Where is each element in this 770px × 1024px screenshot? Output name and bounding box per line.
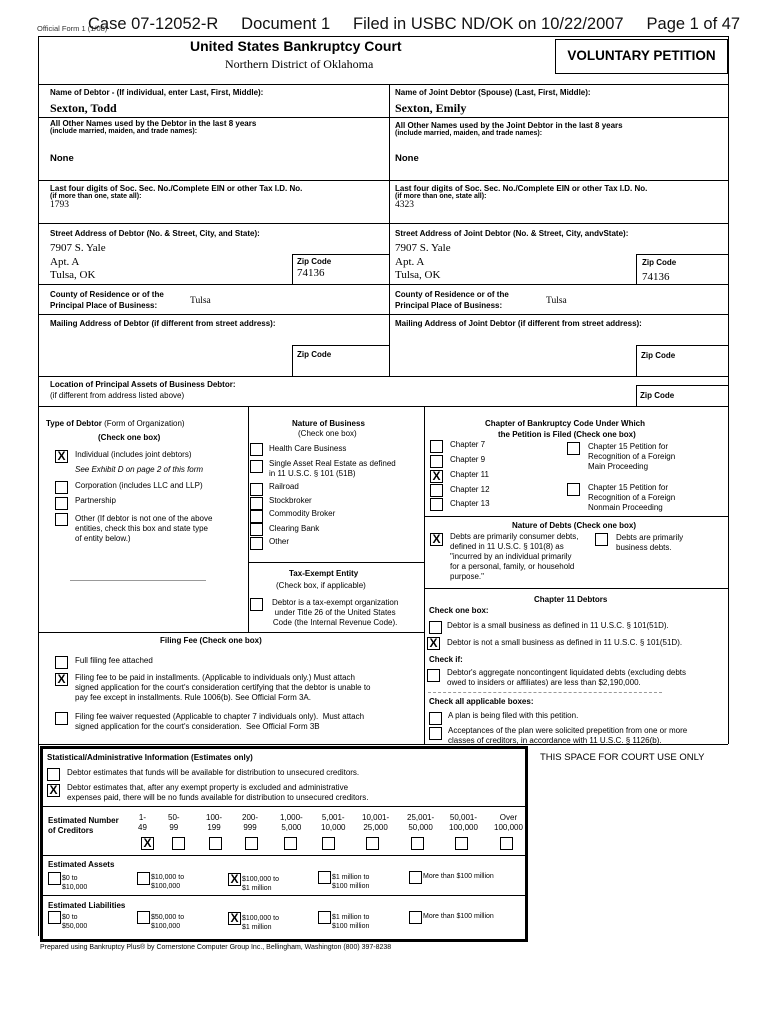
line [43, 895, 525, 896]
debts-title: Nature of Debts (Check one box) [512, 521, 637, 530]
checkbox-assets-5[interactable] [409, 871, 422, 884]
chapter-7-label: Chapter 7 [450, 440, 486, 449]
ch11-not-small-label: Debtor is not a small business as defined in 11 U.S.C. § 101(51D). [447, 638, 683, 647]
stat-liab-label: Estimated Liabilities [48, 901, 126, 910]
liab-range-2: $50,000 to $100,000 [151, 914, 185, 930]
joint-street3: Tulsa, OK [395, 269, 441, 281]
joint-mail-label: Mailing Address of Joint Debtor (if different from street address): [395, 319, 642, 328]
assets-range-1: $0 to $10,000 [62, 875, 88, 891]
line [43, 855, 525, 856]
checkbox-funds-available[interactable] [47, 768, 60, 781]
line [38, 117, 728, 118]
checkbox-chapter-9[interactable] [430, 455, 443, 468]
line [636, 385, 637, 406]
line [636, 345, 637, 376]
checkbox-corporation[interactable] [55, 481, 68, 494]
joint-zip-label: Zip Code [642, 258, 677, 267]
business-commodity-label: Commodity Broker [269, 509, 336, 518]
other-entity-line [70, 580, 206, 581]
debts-business-label: Debts are primarily business debts. [616, 533, 684, 552]
debtor-ssn-label: Last four digits of Soc. Sec. No./Complete EIN or other Tax I.D. No. [50, 184, 303, 193]
stat-funds-label: Debtor estimates that funds will be available for distribution to unsecured creditors. [67, 768, 360, 777]
ch11-check-one: Check one box: [429, 606, 489, 615]
frame-left [38, 36, 39, 936]
ch11-accept-label: Acceptances of the plan were solicited prepetition from one or more classes of creditors, in accordance with 11 U.S.C. § 1126(b). [448, 726, 688, 745]
fee-waiver-label: Filing fee waiver requested (Applicable to chapter 7 individuals only). Must attach signed application for the court's consideration. See Official Form 3B [75, 712, 365, 731]
joint-county: Tulsa [546, 296, 567, 306]
debtor-zip: 74136 [297, 267, 325, 279]
debtor-other: None [50, 153, 74, 164]
location-label: Location of Principal Assets of Business Debtor: [50, 380, 236, 389]
checkbox-creditors-8[interactable] [411, 837, 424, 850]
tax-exempt-label: Debtor is a tax-exempt organization under Title 26 of the United States Code (the Internal Revenue Code). [272, 598, 399, 627]
checkbox-chapter-13[interactable] [430, 498, 443, 511]
checkbox-health-care[interactable] [250, 443, 263, 456]
line [292, 254, 293, 284]
checkbox-liab-2[interactable] [137, 911, 150, 924]
debtor-name: Sexton, Todd [50, 101, 117, 115]
business-other-label: Other [269, 537, 290, 546]
joint-other-label: All Other Names used by the Joint Debtor in the last 8 years [395, 121, 623, 130]
checkbox-plan-filed[interactable] [429, 712, 442, 725]
line [424, 588, 728, 589]
checkbox-liab-4[interactable] [318, 911, 331, 924]
joint-zip: 74136 [642, 271, 670, 283]
business-railroad-label: Railroad [269, 482, 299, 491]
line [38, 744, 728, 745]
creditor-range-1: 1- 49 [138, 813, 147, 832]
creditor-range-8: 25,001- 50,000 [407, 813, 435, 832]
ch11-small-label: Debtor is a small business as defined in 11 U.S.C. § 101(51D). [447, 621, 669, 630]
checkbox-chapter-12[interactable] [430, 484, 443, 497]
checkbox-chapter-15-main[interactable] [567, 442, 580, 455]
checkbox-assets-1[interactable] [48, 872, 61, 885]
debtor-street2: Apt. A [50, 256, 80, 268]
type-check: (Check one box) [98, 433, 161, 442]
joint-county-label1: County of Residence or of the [395, 290, 509, 299]
creditor-range-5: 1,000- 5,000 [280, 813, 303, 832]
stat-assets-label: Estimated Assets [48, 860, 115, 869]
debtor-zip-label: Zip Code [297, 257, 332, 266]
business-check: (Check one box) [298, 429, 357, 438]
chapter-title2: the Petition is Filed (Check one box) [498, 430, 636, 439]
assets-range-4: $1 million to $100 million [332, 874, 370, 890]
line [248, 562, 424, 563]
debtor-county-label1: County of Residence or of the [50, 290, 164, 299]
joint-other-sub: (include married, maiden, and trade names): [395, 130, 543, 137]
liab-range-4: $1 million to $100 million [332, 914, 370, 930]
checkbox-creditors-1[interactable]: X [141, 837, 154, 850]
creditor-range-2: 50- 99 [168, 813, 180, 832]
assets-range-2: $10,000 to $100,000 [151, 874, 185, 890]
type-exhibit-note: See Exhibit D on page 2 of this form [75, 465, 204, 474]
line [38, 84, 728, 85]
checkbox-chapter-7[interactable] [430, 440, 443, 453]
line [636, 254, 637, 284]
ch11-title: Chapter 11 Debtors [534, 595, 608, 604]
debtor-street-label: Street Address of Debtor (No. & Street, City, and State): [50, 229, 260, 238]
line [38, 314, 728, 315]
type-individual-label: Individual (includes joint debtors) [75, 450, 192, 459]
joint-ssn: 4323 [395, 200, 414, 210]
checkbox-fee-waiver[interactable] [55, 712, 68, 725]
line [38, 632, 424, 633]
assets-range-3: $100,000 to $1 million [242, 876, 279, 892]
joint-name-label: Name of Joint Debtor (Spouse) (Last, First, Middle): [395, 88, 591, 97]
business-single-label: Single Asset Real Estate as defined in 11 U.S.C. § 101 (51B) [269, 459, 396, 478]
court-title: United States Bankruptcy Court [190, 38, 402, 54]
stat-title: Statistical/Administrative Information (Estimates only) [47, 753, 253, 762]
creditor-range-6: 5,001- 10,000 [321, 813, 346, 832]
checkbox-full-fee[interactable] [55, 656, 68, 669]
col-divider-1 [248, 406, 249, 632]
debtor-name-label: Name of Debtor - (If individual, enter Last, First, Middle): [50, 88, 264, 97]
liab-range-3: $100,000 to $1 million [242, 915, 279, 931]
creditor-range-7: 10,001- 25,000 [362, 813, 390, 832]
checkbox-individual[interactable]: X [55, 450, 68, 463]
checkbox-assets-4[interactable] [318, 871, 331, 884]
checkbox-aggregate-debts[interactable] [427, 669, 440, 682]
checkbox-other-business[interactable] [250, 537, 263, 550]
checkbox-not-small-business[interactable]: X [427, 637, 440, 650]
business-stockbroker-label: Stockbroker [269, 496, 312, 505]
ch11-plan-label: A plan is being filed with this petition. [448, 711, 579, 720]
debtor-street1: 7907 S. Yale [50, 242, 106, 254]
line [424, 516, 728, 517]
type-other-label: Other (If debtor is not one of the above entities, check this box and state type of entity below.) [75, 514, 213, 543]
case-line: Case 07-12052-R Document 1 Filed in USBC ND/OK on 10/22/2007 Page 1 of 47 [88, 15, 741, 33]
checkbox-commodity[interactable] [250, 510, 263, 523]
form-label: Official Form 1 (1/08) [37, 24, 108, 33]
checkbox-chapter-15-nonmain[interactable] [567, 483, 580, 496]
fee-full-label: Full filing fee attached [75, 656, 153, 665]
line [292, 254, 389, 255]
line [292, 345, 293, 376]
assets-range-5: More than $100 million [423, 873, 494, 880]
chapter-title1: Chapter of Bankruptcy Code Under Which [485, 419, 646, 428]
checkbox-no-funds[interactable]: X [47, 784, 60, 797]
chapter-9-label: Chapter 9 [450, 455, 486, 464]
checkbox-creditors-9[interactable] [455, 837, 468, 850]
fee-title: Filing Fee (Check one box) [160, 636, 262, 645]
checkbox-single-asset[interactable] [250, 460, 263, 473]
checkbox-liab-3[interactable]: X [228, 912, 241, 925]
debtor-county-label2: Principal Place of Business: [50, 301, 158, 310]
checkbox-creditors-7[interactable] [366, 837, 379, 850]
frame-top [38, 36, 728, 37]
debtor-ssn: 1793 [50, 200, 69, 210]
checkbox-creditors-2[interactable] [172, 837, 185, 850]
joint-street2: Apt. A [395, 256, 425, 268]
line [636, 254, 728, 255]
checkbox-installments[interactable]: X [55, 673, 68, 686]
type-title: Type of Debtor (Form of Organization) [46, 419, 185, 428]
creditor-range-4: 200- 999 [242, 813, 259, 832]
line [38, 223, 728, 224]
checkbox-stockbroker[interactable] [250, 497, 263, 510]
chapter-15b-label: Chapter 15 Petition for Recognition of a Foreign Nonmain Proceeding [588, 483, 676, 512]
chapter-12-label: Chapter 12 [450, 485, 490, 494]
footer-text: Prepared using Bankruptcy Plus® by Cornerstone Computer Group Inc., Bellingham, Washington (800) 397-8238 [40, 944, 392, 951]
liab-range-5: More than $100 million [423, 913, 494, 920]
chapter-13-label: Chapter 13 [450, 499, 490, 508]
debtor-street3: Tulsa, OK [50, 269, 96, 281]
type-partnership-label: Partnership [75, 496, 116, 505]
joint-ssn-label: Last four digits of Soc. Sec. No./Complete EIN or other Tax I.D. No. [395, 184, 648, 193]
line [38, 284, 728, 285]
frame-right [728, 36, 729, 744]
creditor-range-9: 50,001- 100,000 [449, 813, 478, 832]
joint-mail-zip-label: Zip Code [641, 351, 676, 360]
checkbox-creditors-3[interactable] [209, 837, 222, 850]
checkbox-other-entity[interactable] [55, 513, 68, 526]
line [636, 385, 728, 386]
joint-other: None [395, 153, 419, 164]
type-corporation-label: Corporation (includes LLC and LLP) [75, 481, 203, 490]
business-clearing-label: Clearing Bank [269, 524, 320, 533]
checkbox-assets-2[interactable] [137, 872, 150, 885]
checkbox-railroad[interactable] [250, 483, 263, 496]
debtor-county: Tulsa [190, 296, 211, 306]
checkbox-tax-exempt[interactable] [250, 598, 263, 611]
checkbox-consumer-debts[interactable]: X [430, 533, 443, 546]
stat-nofunds-label: Debtor estimates that, after any exempt property is excluded and administrative expenses paid, there will be no funds available for distribution to unsecured creditors. [67, 783, 369, 802]
checkbox-acceptances[interactable] [429, 727, 442, 740]
stat-creditors-label: Estimated Number of Creditors [48, 816, 119, 835]
line [636, 345, 728, 346]
creditor-range-10: Over 100,000 [494, 813, 523, 832]
ch11-check-if: Check if: [429, 655, 463, 664]
center-divider [389, 84, 390, 376]
checkbox-small-business[interactable] [429, 621, 442, 634]
creditor-range-3: 100- 199 [206, 813, 223, 832]
court-district: Northern District of Oklahoma [225, 57, 374, 71]
joint-street1: 7907 S. Yale [395, 242, 451, 254]
debtor-mail-label: Mailing Address of Debtor (if different from street address): [50, 319, 276, 328]
checkbox-clearing[interactable] [250, 523, 263, 536]
line [38, 406, 728, 407]
line [38, 180, 728, 181]
debtor-other-label: All Other Names used by the Debtor in the last 8 years [50, 119, 257, 128]
business-title: Nature of Business [292, 419, 365, 428]
fee-installments-label: Filing fee to be paid in installments. (Applicable to individuals only.) Must attach signed application for the court's consideration certifying that the debtor is unable to pay fee except in installments. Rule 1006(b). See Official Form 3A. [75, 673, 371, 702]
line [43, 806, 525, 807]
joint-street-label: Street Address of Joint Debtor (No. & Street, City, andvState): [395, 229, 629, 238]
checkbox-creditors-6[interactable] [322, 837, 335, 850]
checkbox-creditors-5[interactable] [284, 837, 297, 850]
debts-consumer-label: Debts are primarily consumer debts, defined in 11 U.S.C. § 101(8) as "incurred by an individual primarily for a personal, family, or household purpose." [450, 532, 579, 581]
chapter-11-label: Chapter 11 [450, 470, 489, 479]
line [38, 376, 728, 377]
checkbox-partnership[interactable] [55, 497, 68, 510]
checkbox-creditors-10[interactable] [500, 837, 513, 850]
liab-range-1: $0 to $50,000 [62, 914, 88, 930]
location-zip-label: Zip Code [640, 391, 675, 400]
joint-name: Sexton, Emily [395, 101, 467, 115]
business-health-label: Health Care Business [269, 444, 347, 453]
checkbox-liab-1[interactable] [48, 911, 61, 924]
checkbox-creditors-4[interactable] [245, 837, 258, 850]
debtor-ssn-sub: (if more than one, state all): [50, 193, 142, 200]
chapter-15a-label: Chapter 15 Petition for Recognition of a Foreign Main Proceeding [588, 442, 676, 471]
petition-title: VOLUNTARY PETITION [555, 39, 728, 74]
ch11-check-all: Check all applicable boxes: [429, 697, 534, 706]
joint-ssn-sub: (if more than one, state all): [395, 193, 487, 200]
checkbox-assets-3[interactable]: X [228, 873, 241, 886]
checkbox-chapter-11[interactable]: X [430, 470, 443, 483]
dash-line [428, 692, 662, 693]
debtor-mail-zip-label: Zip Code [297, 350, 332, 359]
debtor-other-sub: (include married, maiden, and trade names): [50, 128, 198, 135]
tax-exempt-title: Tax-Exempt Entity [289, 569, 359, 578]
checkbox-liab-5[interactable] [409, 911, 422, 924]
location-sub: (if different from address listed above) [50, 391, 185, 400]
ch11-aggregate-label: Debtor's aggregate noncontingent liquidated debts (excluding debts owed to insiders or affiliates) are less than $2,190,000. [447, 668, 687, 687]
checkbox-business-debts[interactable] [595, 533, 608, 546]
col-divider-2 [424, 406, 425, 744]
joint-county-label2: Principal Place of Business: [395, 301, 503, 310]
line [292, 345, 389, 346]
court-use-only: THIS SPACE FOR COURT USE ONLY [540, 752, 705, 763]
tax-exempt-check: (Check box, if applicable) [276, 581, 366, 590]
